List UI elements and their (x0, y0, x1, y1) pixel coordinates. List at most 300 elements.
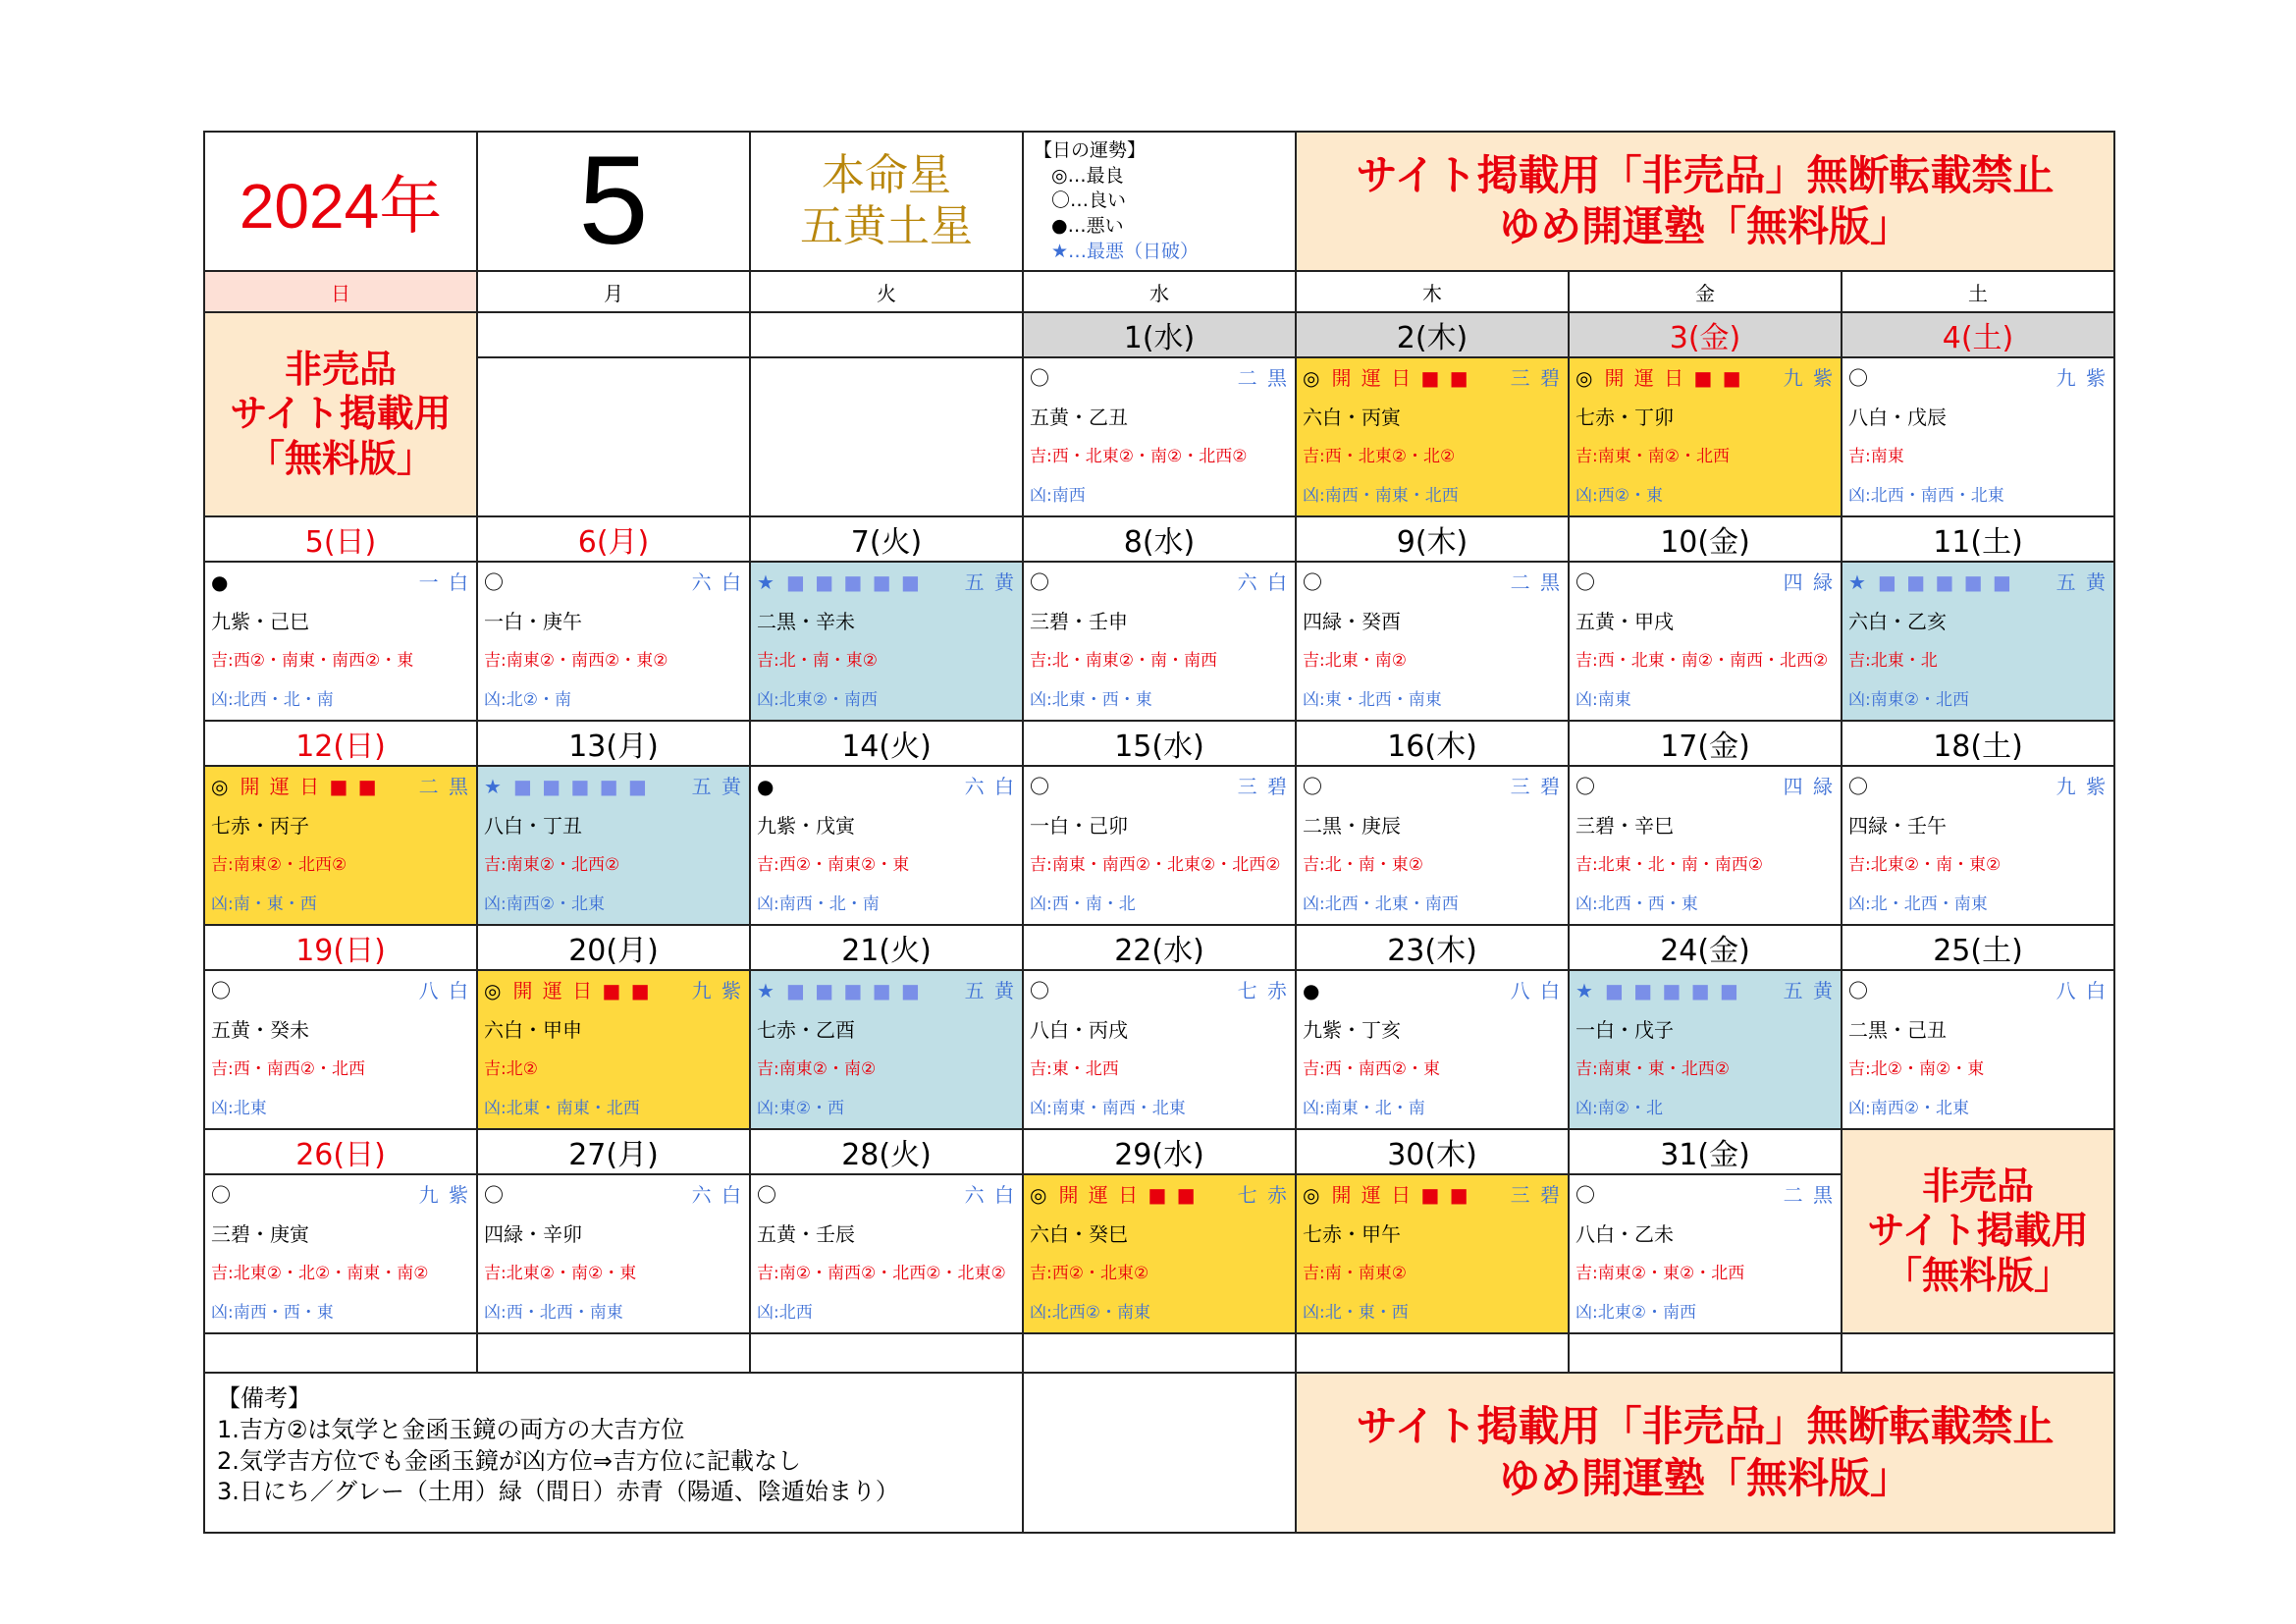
day-star: 二 黒 (1237, 366, 1289, 391)
month-number: 5 (477, 132, 750, 271)
date-label: 13(月) (477, 721, 750, 766)
fortune-symbol (757, 1175, 778, 1215)
fortune-mid: 開 運 日 ■ ■ (1331, 1183, 1470, 1208)
day-fortune-line (205, 971, 476, 1010)
day-fortune-line (478, 767, 749, 806)
kanshi: 七赤・丙子 (211, 814, 309, 839)
honmei-value: 五黄土星 (800, 201, 973, 252)
kanshi: 七赤・甲午 (1303, 1222, 1401, 1247)
fortune-symbol (1030, 358, 1051, 398)
fortune-mid: ■ ■ ■ ■ ■ (512, 775, 649, 799)
kanshi: 二黒・己丑 (1848, 1018, 1947, 1043)
day-cell[interactable] (750, 970, 1023, 1129)
day-star: 九 紫 (2056, 775, 2108, 799)
day-star: 五 黄 (964, 570, 1016, 595)
day-star: 六 白 (691, 570, 743, 595)
fortune-mark: ◎ (484, 979, 504, 1003)
date-label: 15(水) (1023, 721, 1296, 766)
kanshi: 四緑・癸酉 (1303, 610, 1401, 634)
day-star: 二 黒 (1783, 1183, 1835, 1208)
lucky-directions: 吉:西・北東・南②・南西・北西② (1575, 651, 1829, 672)
notice-line: ゆめ開運塾「無料版」 (1498, 1453, 1911, 1502)
day-star: 八 白 (1510, 979, 1562, 1003)
fortune-mark: 〇 (1030, 979, 1051, 1003)
fortune-mark: ★ (1575, 979, 1595, 1003)
fortune-mid: ■ ■ ■ ■ ■ (1877, 570, 2013, 595)
kanshi: 二黒・辛未 (757, 610, 855, 634)
day-fortune-line (205, 767, 476, 806)
weekday-header (204, 271, 2114, 312)
lucky-directions: 吉:北②・南②・東 (1848, 1059, 1985, 1080)
lucky-directions: 吉:西②・南東・南西②・東 (211, 651, 414, 672)
day-fortune-line (478, 971, 749, 1010)
date-row (204, 312, 2114, 357)
blank-cell (1842, 1333, 2114, 1373)
day-star: 五 黄 (964, 979, 1016, 1003)
day-fortune-line (1570, 1175, 1841, 1215)
unlucky-directions: 凶:東②・西 (757, 1099, 844, 1119)
day-fortune-line (1024, 1175, 1295, 1215)
date-label: 21(火) (750, 925, 1023, 970)
day-cell[interactable] (1023, 357, 1296, 516)
day-star: 六 白 (964, 1183, 1016, 1208)
lucky-directions: 吉:北東②・南②・東 (484, 1264, 637, 1284)
unlucky-directions: 凶:南東 (1575, 690, 1631, 711)
day-fortune-line (478, 1175, 749, 1215)
weekday-sat: 土 (1842, 271, 2114, 312)
unlucky-directions: 凶:北東②・南西 (757, 690, 878, 711)
fortune-symbol (1575, 767, 1597, 806)
day-fortune-line (1842, 971, 2113, 1010)
day-star: 三 碧 (1237, 775, 1289, 799)
fortune-mark: ● (211, 570, 231, 595)
weekday-wed: 水 (1023, 271, 1296, 312)
fortune-mid: ■ ■ ■ ■ ■ (785, 979, 922, 1003)
lucky-directions: 吉:南東②・北西② (211, 855, 347, 876)
date-label: 16(木) (1296, 721, 1569, 766)
day-fortune-line (1570, 358, 1841, 398)
date-label: 28(火) (750, 1129, 1023, 1174)
empty-day-cell (750, 357, 1023, 516)
kanshi: 一白・戊子 (1575, 1018, 1674, 1043)
day-cell[interactable] (477, 766, 750, 925)
fortune-mark: ◎ (1575, 366, 1595, 391)
day-cell[interactable] (1569, 357, 1842, 516)
date-label: 25(土) (1842, 925, 2114, 970)
placeholder-free-edition (1842, 1129, 2114, 1333)
kanshi: 一白・庚午 (484, 610, 582, 634)
unlucky-directions: 凶:南西・西・東 (211, 1303, 334, 1324)
fortune-mark: 〇 (1030, 366, 1051, 391)
fortune-mark: 〇 (1848, 366, 1870, 391)
day-cell[interactable] (1296, 562, 1569, 721)
fortune-symbol (757, 971, 922, 1010)
day-fortune-line (1024, 971, 1295, 1010)
day-cell[interactable] (204, 766, 477, 925)
lucky-directions: 吉:北② (484, 1059, 538, 1080)
placeholder-line: サイト掲載用 (1867, 1209, 2089, 1253)
copyright-notice-bottom (1296, 1373, 2114, 1533)
day-cell[interactable] (1842, 562, 2114, 721)
day-star: 五 黄 (1783, 979, 1835, 1003)
fortune-mark: 〇 (757, 1183, 778, 1208)
lucky-directions: 吉:南・南東② (1303, 1264, 1407, 1284)
day-fortune-line (1297, 358, 1568, 398)
fortune-symbol (484, 767, 649, 806)
unlucky-directions: 凶:西・南・北 (1030, 894, 1136, 915)
day-fortune-line (1297, 1175, 1568, 1215)
unlucky-directions: 凶:南東・北・南 (1303, 1099, 1425, 1119)
day-star: 四 緑 (1783, 775, 1835, 799)
notice-line-1: サイト掲載用「非売品」無断転載禁止 (1356, 150, 2055, 199)
lucky-directions: 吉:北東・北 (1848, 651, 1938, 672)
day-star: 三 碧 (1510, 775, 1562, 799)
day-cell[interactable] (750, 766, 1023, 925)
kanshi: 二黒・庚辰 (1303, 814, 1401, 839)
fortune-symbol (1575, 971, 1740, 1010)
date-label: 11(土) (1842, 516, 2114, 562)
kanshi: 八白・戊辰 (1848, 406, 1947, 430)
fortune-mark: ◎ (1030, 1183, 1049, 1208)
lucky-directions: 吉:北・南東②・南・南西 (1030, 651, 1217, 672)
kanshi: 三碧・壬申 (1030, 610, 1128, 634)
placeholder-line: 「無料版」 (246, 437, 434, 480)
fortune-symbol (1030, 563, 1051, 602)
kanshi: 五黄・癸未 (211, 1018, 309, 1043)
kanshi: 一白・己卯 (1030, 814, 1128, 839)
fortune-mid: 開 運 日 ■ ■ (1331, 366, 1470, 391)
unlucky-directions: 凶:北西・北東・南西 (1303, 894, 1459, 915)
day-star: 四 緑 (1783, 570, 1835, 595)
unlucky-directions: 凶:南②・北 (1575, 1099, 1663, 1119)
date-label: 29(水) (1023, 1129, 1296, 1174)
lucky-directions: 吉:北東・北・南・南西② (1575, 855, 1763, 876)
day-fortune-line (205, 1175, 476, 1215)
fortune-mark: 〇 (1303, 775, 1324, 799)
day-cell[interactable] (750, 1174, 1023, 1333)
fortune-mark: 〇 (1575, 570, 1597, 595)
notice-line: サイト掲載用「非売品」無断転載禁止 (1356, 1402, 2055, 1451)
blank-cell (750, 1333, 1023, 1373)
placeholder-line: 非売品 (1921, 1164, 2034, 1208)
unlucky-directions: 凶:南西 (1030, 486, 1086, 507)
lucky-directions: 吉:南東・東・北西② (1575, 1059, 1730, 1080)
fortune-symbol (1303, 1175, 1470, 1215)
day-cell[interactable] (477, 970, 750, 1129)
weekday-thu: 木 (1296, 271, 1569, 312)
day-fortune-line (1570, 767, 1841, 806)
week-row (204, 766, 2114, 925)
day-fortune-line (751, 971, 1022, 1010)
placeholder-free-edition (204, 312, 477, 516)
day-fortune-line (1024, 563, 1295, 602)
legend-title: 【日の運勢】 (1034, 139, 1147, 161)
year-label: 2024年 (204, 132, 477, 271)
date-label: 3(金) (1569, 312, 1842, 357)
kanshi: 五黄・甲戌 (1575, 610, 1674, 634)
lucky-directions: 吉:西・北東②・北② (1303, 447, 1456, 467)
unlucky-directions: 凶:北西・南西・北東 (1848, 486, 2004, 507)
day-cell[interactable] (1296, 766, 1569, 925)
date-label: 9(木) (1296, 516, 1569, 562)
date-label: 30(木) (1296, 1129, 1569, 1174)
lucky-directions: 吉:南東②・北西② (484, 855, 620, 876)
week-row (204, 1174, 2114, 1333)
day-cell[interactable] (1842, 970, 2114, 1129)
unlucky-directions: 凶:北西②・南東 (1030, 1303, 1150, 1324)
day-cell[interactable] (1569, 766, 1842, 925)
kanshi: 八白・乙未 (1575, 1222, 1674, 1247)
fortune-mark: 〇 (1303, 570, 1324, 595)
day-fortune-line (1842, 358, 2113, 398)
day-cell[interactable] (1023, 1174, 1296, 1333)
unlucky-directions: 凶:南西・南東・北西 (1303, 486, 1459, 507)
day-cell[interactable] (1842, 766, 2114, 925)
fortune-symbol (484, 563, 506, 602)
fortune-mark: ★ (1848, 570, 1868, 595)
empty-date-header (750, 312, 1023, 357)
unlucky-directions: 凶:北東・南東・北西 (484, 1099, 640, 1119)
blank-cell (1569, 1333, 1842, 1373)
kanshi: 八白・丁丑 (484, 814, 582, 839)
fortune-symbol (1303, 563, 1324, 602)
day-star: 六 白 (964, 775, 1016, 799)
date-label: 4(土) (1842, 312, 2114, 357)
lucky-directions: 吉:北東②・南・東② (1848, 855, 2002, 876)
date-label: 20(月) (477, 925, 750, 970)
fortune-symbol (1848, 971, 1870, 1010)
fortune-mark: ★ (757, 570, 776, 595)
lucky-directions: 吉:東・北西 (1030, 1059, 1119, 1080)
kanshi: 六白・乙亥 (1848, 610, 1947, 634)
copyright-notice-top (1296, 132, 2114, 271)
fortune-mark: ◎ (1303, 1183, 1322, 1208)
remarks-line: 2.気学吉方位でも金函玉鏡が凶方位⇒吉方位に記載なし (217, 1446, 802, 1475)
date-label: 10(金) (1569, 516, 1842, 562)
fortune-symbol (1030, 971, 1051, 1010)
unlucky-directions: 凶:北②・南 (484, 690, 571, 711)
date-label: 23(木) (1296, 925, 1569, 970)
kanshi: 九紫・戊寅 (757, 814, 855, 839)
date-label: 19(日) (204, 925, 477, 970)
day-cell[interactable] (1023, 562, 1296, 721)
weekday-mon: 月 (477, 271, 750, 312)
lucky-directions: 吉:南東②・東②・北西 (1575, 1264, 1745, 1284)
kanshi: 九紫・丁亥 (1303, 1018, 1401, 1043)
blank-cell (477, 1333, 750, 1373)
date-label: 17(金) (1569, 721, 1842, 766)
fortune-symbol (757, 767, 775, 806)
day-cell[interactable] (204, 970, 477, 1129)
lucky-directions: 吉:西②・北東② (1030, 1264, 1149, 1284)
week-row (204, 970, 2114, 1129)
kanshi: 七赤・乙酉 (757, 1018, 855, 1043)
day-fortune-line (1842, 563, 2113, 602)
day-star: 八 白 (418, 979, 470, 1003)
fortune-symbol (1575, 563, 1597, 602)
fortune-symbol (757, 563, 922, 602)
date-label: 31(金) (1569, 1129, 1842, 1174)
fortune-mark: ● (1303, 979, 1322, 1003)
kanshi: 四緑・辛卯 (484, 1222, 582, 1247)
day-fortune-line (205, 563, 476, 602)
day-star: 六 白 (691, 1183, 743, 1208)
fortune-mid: 開 運 日 ■ ■ (1058, 1183, 1198, 1208)
unlucky-directions: 凶:西・北西・南東 (484, 1303, 623, 1324)
day-fortune-line (1842, 767, 2113, 806)
fortune-mid: 開 運 日 ■ ■ (240, 775, 379, 799)
fortune-mark: 〇 (1848, 775, 1870, 799)
unlucky-directions: 凶:南西・北・南 (757, 894, 880, 915)
legend-item-bad: ●…悪い (1051, 214, 1124, 237)
fortune-symbol (1030, 1175, 1198, 1215)
remarks-title: 【備考】 (217, 1384, 311, 1413)
fortune-symbol (1848, 563, 2013, 602)
fortune-mark: ★ (757, 979, 776, 1003)
fortune-symbol (484, 971, 652, 1010)
week-row (204, 562, 2114, 721)
date-label: 24(金) (1569, 925, 1842, 970)
date-row (204, 925, 2114, 970)
day-cell[interactable] (750, 562, 1023, 721)
day-star: 九 紫 (418, 1183, 470, 1208)
placeholder-line: サイト掲載用 (230, 392, 452, 436)
day-fortune-line (478, 563, 749, 602)
lucky-directions: 吉:西②・南東②・東 (757, 855, 910, 876)
date-label: 5(日) (204, 516, 477, 562)
empty-day-cell (477, 357, 750, 516)
date-label: 22(水) (1023, 925, 1296, 970)
fortune-mark: 〇 (484, 570, 506, 595)
lucky-directions: 吉:南東②・南西②・東② (484, 651, 668, 672)
date-label: 6(月) (477, 516, 750, 562)
day-fortune-line (1297, 971, 1568, 1010)
day-cell[interactable] (1023, 766, 1296, 925)
placeholder-line: 非売品 (284, 347, 397, 391)
honmei-label: 本命星 (822, 150, 951, 201)
fortune-symbol (1848, 767, 1870, 806)
fortune-mark: 〇 (211, 979, 233, 1003)
fortune-mark: 〇 (211, 1183, 233, 1208)
day-star: 八 白 (2056, 979, 2108, 1003)
day-fortune-line (1024, 767, 1295, 806)
day-cell[interactable] (1023, 970, 1296, 1129)
date-label: 14(火) (750, 721, 1023, 766)
kanshi: 五黄・乙丑 (1030, 406, 1128, 430)
blank-cell (1296, 1333, 1569, 1373)
week-row (204, 357, 2114, 516)
day-star: 三 碧 (1510, 1183, 1562, 1208)
day-cell[interactable] (1296, 1174, 1569, 1333)
remarks-line: 1.吉方②は気学と金函玉鏡の両方の大吉方位 (217, 1415, 685, 1443)
unlucky-directions: 凶:南西②・北東 (484, 894, 605, 915)
day-star: 一 白 (418, 570, 470, 595)
day-cell[interactable] (1296, 970, 1569, 1129)
fortune-symbol (211, 767, 379, 806)
date-label: 1(水) (1023, 312, 1296, 357)
lucky-directions: 吉:北東②・北②・南東・南② (211, 1264, 429, 1284)
legend-item-worst: ★…最悪（日破） (1051, 240, 1200, 262)
lucky-directions: 吉:南東・南②・北西 (1575, 447, 1730, 467)
date-label: 27(月) (477, 1129, 750, 1174)
lucky-directions: 吉:西・南西②・北西 (211, 1059, 365, 1080)
date-row (204, 516, 2114, 562)
fortune-symbol (211, 971, 233, 1010)
day-fortune-line (1570, 563, 1841, 602)
day-cell[interactable] (477, 562, 750, 721)
unlucky-directions: 凶:北西・北・南 (211, 690, 334, 711)
fortune-mark: 〇 (1030, 570, 1051, 595)
day-cell[interactable] (204, 562, 477, 721)
weekday-fri: 金 (1569, 271, 1842, 312)
date-row (204, 1129, 2114, 1174)
fortune-mark: 〇 (1848, 979, 1870, 1003)
day-star: 七 赤 (1237, 979, 1289, 1003)
unlucky-directions: 凶:南東・南西・北東 (1030, 1099, 1186, 1119)
lucky-directions: 吉:南②・南西②・北西②・北東② (757, 1264, 1006, 1284)
day-cell[interactable] (1569, 970, 1842, 1129)
lucky-directions: 吉:南東・南西②・北東②・北西② (1030, 855, 1281, 876)
day-fortune-line (1570, 971, 1841, 1010)
unlucky-directions: 凶:西②・東 (1575, 486, 1663, 507)
lucky-directions: 吉:南東 (1848, 447, 1904, 467)
day-fortune-line (1024, 358, 1295, 398)
fortune-mark: ★ (484, 775, 504, 799)
fortune-symbol (1030, 767, 1051, 806)
day-cell[interactable] (1569, 562, 1842, 721)
unlucky-directions: 凶:北東②・南西 (1575, 1303, 1696, 1324)
fortune-symbol (1303, 358, 1470, 398)
unlucky-directions: 凶:南東②・北西 (1848, 690, 1969, 711)
fortune-symbol (1848, 358, 1870, 398)
fortune-mark: 〇 (1575, 1183, 1597, 1208)
fortune-symbol (484, 1175, 506, 1215)
day-cell[interactable] (1296, 357, 1569, 516)
day-cell[interactable] (1569, 1174, 1842, 1333)
kanshi: 七赤・丁卯 (1575, 406, 1674, 430)
day-star: 五 黄 (2056, 570, 2108, 595)
unlucky-directions: 凶:北・北西・南東 (1848, 894, 1988, 915)
unlucky-directions: 凶:東・北西・南東 (1303, 690, 1442, 711)
fortune-mid: ■ ■ ■ ■ ■ (785, 570, 922, 595)
fortune-mark: ◎ (1303, 366, 1322, 391)
day-star: 二 黒 (1510, 570, 1562, 595)
unlucky-directions: 凶:南・東・西 (211, 894, 317, 915)
weekday-tue: 火 (750, 271, 1023, 312)
day-fortune-line (751, 767, 1022, 806)
remarks (204, 1373, 1023, 1533)
blank-cell (1023, 1333, 1296, 1373)
day-cell[interactable] (477, 1174, 750, 1333)
empty-footer-cell (1023, 1373, 1296, 1533)
day-cell[interactable] (204, 1174, 477, 1333)
lucky-directions: 吉:北東・南② (1303, 651, 1407, 672)
remarks-line: 3.日にち／グレー（土用）緑（間日）赤青（陽遁、陰遁始まり） (217, 1478, 899, 1506)
lucky-directions: 吉:南東②・南② (757, 1059, 877, 1080)
lucky-directions: 吉:北・南・東② (1303, 855, 1423, 876)
kanshi: 六白・癸巳 (1030, 1222, 1128, 1247)
day-star: 九 紫 (2056, 366, 2108, 391)
day-cell[interactable] (1842, 357, 2114, 516)
notice-line-2: ゆめ開運塾「無料版」 (1498, 202, 1911, 251)
day-star: 六 白 (1237, 570, 1289, 595)
kanshi: 八白・丙戌 (1030, 1018, 1128, 1043)
unlucky-directions: 凶:南西②・北東 (1848, 1099, 1969, 1119)
date-row (204, 721, 2114, 766)
fortune-mid: 開 運 日 ■ ■ (512, 979, 652, 1003)
day-fortune-line (1297, 563, 1568, 602)
kanshi: 三碧・庚寅 (211, 1222, 309, 1247)
